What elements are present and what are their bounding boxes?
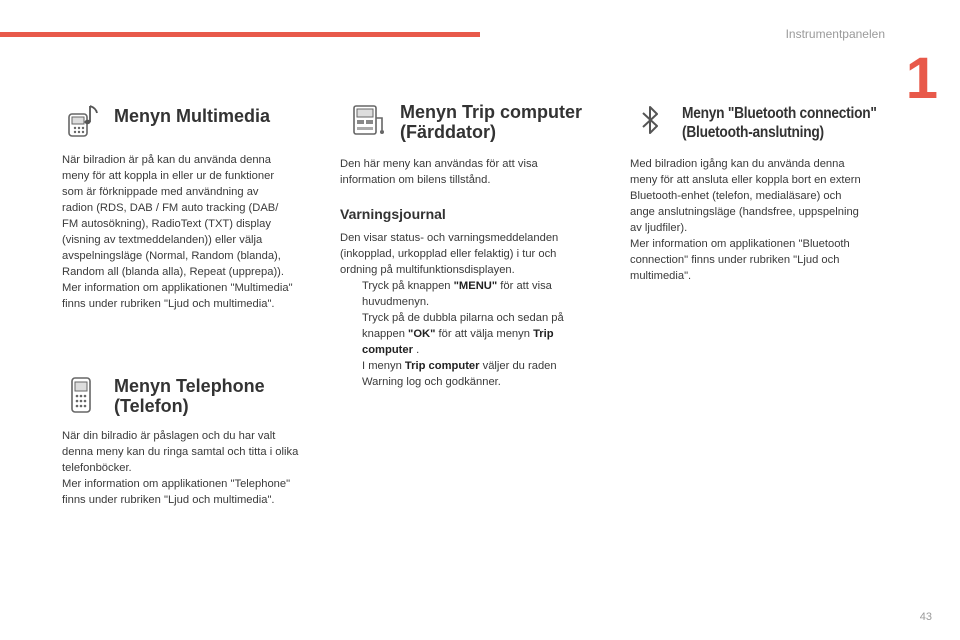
section-multimedia xyxy=(62,100,322,312)
steps-list xyxy=(340,278,605,390)
top-accent-bar xyxy=(0,32,480,37)
bluetooth-text: Med bilradion igång kan du använda denna meny för att ansluta eller koppla bort en extern Bluetooth-enhet (telefon, medialäsare) och ange anslutningsläge (handsfree, uppspelning av ljudfiler). Mer information om applikationen "Bluetooth connection" finns under rubriken "Ljud och multimedia". xyxy=(630,158,861,282)
bluetooth-icon xyxy=(630,100,670,140)
list-item: Tryck på knappen "MENU" för att visa huvudmenyn. xyxy=(362,280,552,308)
bluetooth-title: Menyn "Bluetooth connection" (Bluetooth-anslutning) xyxy=(682,105,877,141)
multimedia-title: Menyn Multimedia xyxy=(114,106,271,126)
telephone-text: När din bilradio är påslagen och du har valt denna meny kan du ringa samtal och titta i olika telefonböcker. Mer information om applikationen "Telephone" finns under rubriken "Ljud och multimedia". xyxy=(62,430,299,506)
trip-title: Menyn Trip computer (Färddator) xyxy=(400,102,583,142)
list-item: I menyn Trip computer väljer du raden Warning log och godkänner. xyxy=(362,360,557,388)
section-bluetooth xyxy=(630,100,900,284)
warning-log-text: Den visar status- och varningsmeddelanden (inkopplad, urkopplad eller felaktig) i tur och ordning på multifunktionsdisplayen. xyxy=(340,232,559,276)
trip-text: Den här meny kan användas för att visa information om bilens tillstånd. xyxy=(340,158,538,186)
multimedia-text: När bilradion är på kan du använda denna meny för att koppla in eller ur de funktioner som är förknippade med användning av radion (RDS, DAB / FM auto tracking (DAB/ FM autosökning), RadioText (TXT) display (visning av textmeddelanden)) eller välja avspelningsläge (Normal, Random (blanda), Random all (blanda alla), Repeat (upprepa)). Mer information om applikationen "Multimedia" finns under rubriken "Ljud och multimedia". xyxy=(62,154,293,310)
page-number: 43 xyxy=(919,611,932,623)
telephone-title: Menyn Telephone (Telefon) xyxy=(114,376,265,416)
music-phone-icon xyxy=(62,100,102,140)
section-telephone xyxy=(62,374,322,508)
section-title: Instrumentpanelen xyxy=(785,27,885,41)
section-trip-computer xyxy=(340,100,605,390)
list-item: Tryck på de dubbla pilarna och sedan på knappen "OK" för att välja menyn Trip computer . xyxy=(362,312,564,356)
trip-computer-icon xyxy=(348,100,388,140)
chapter-number: 1 xyxy=(905,46,938,111)
phone-icon xyxy=(62,374,102,414)
warning-log-heading: Varningsjournal xyxy=(340,206,446,222)
